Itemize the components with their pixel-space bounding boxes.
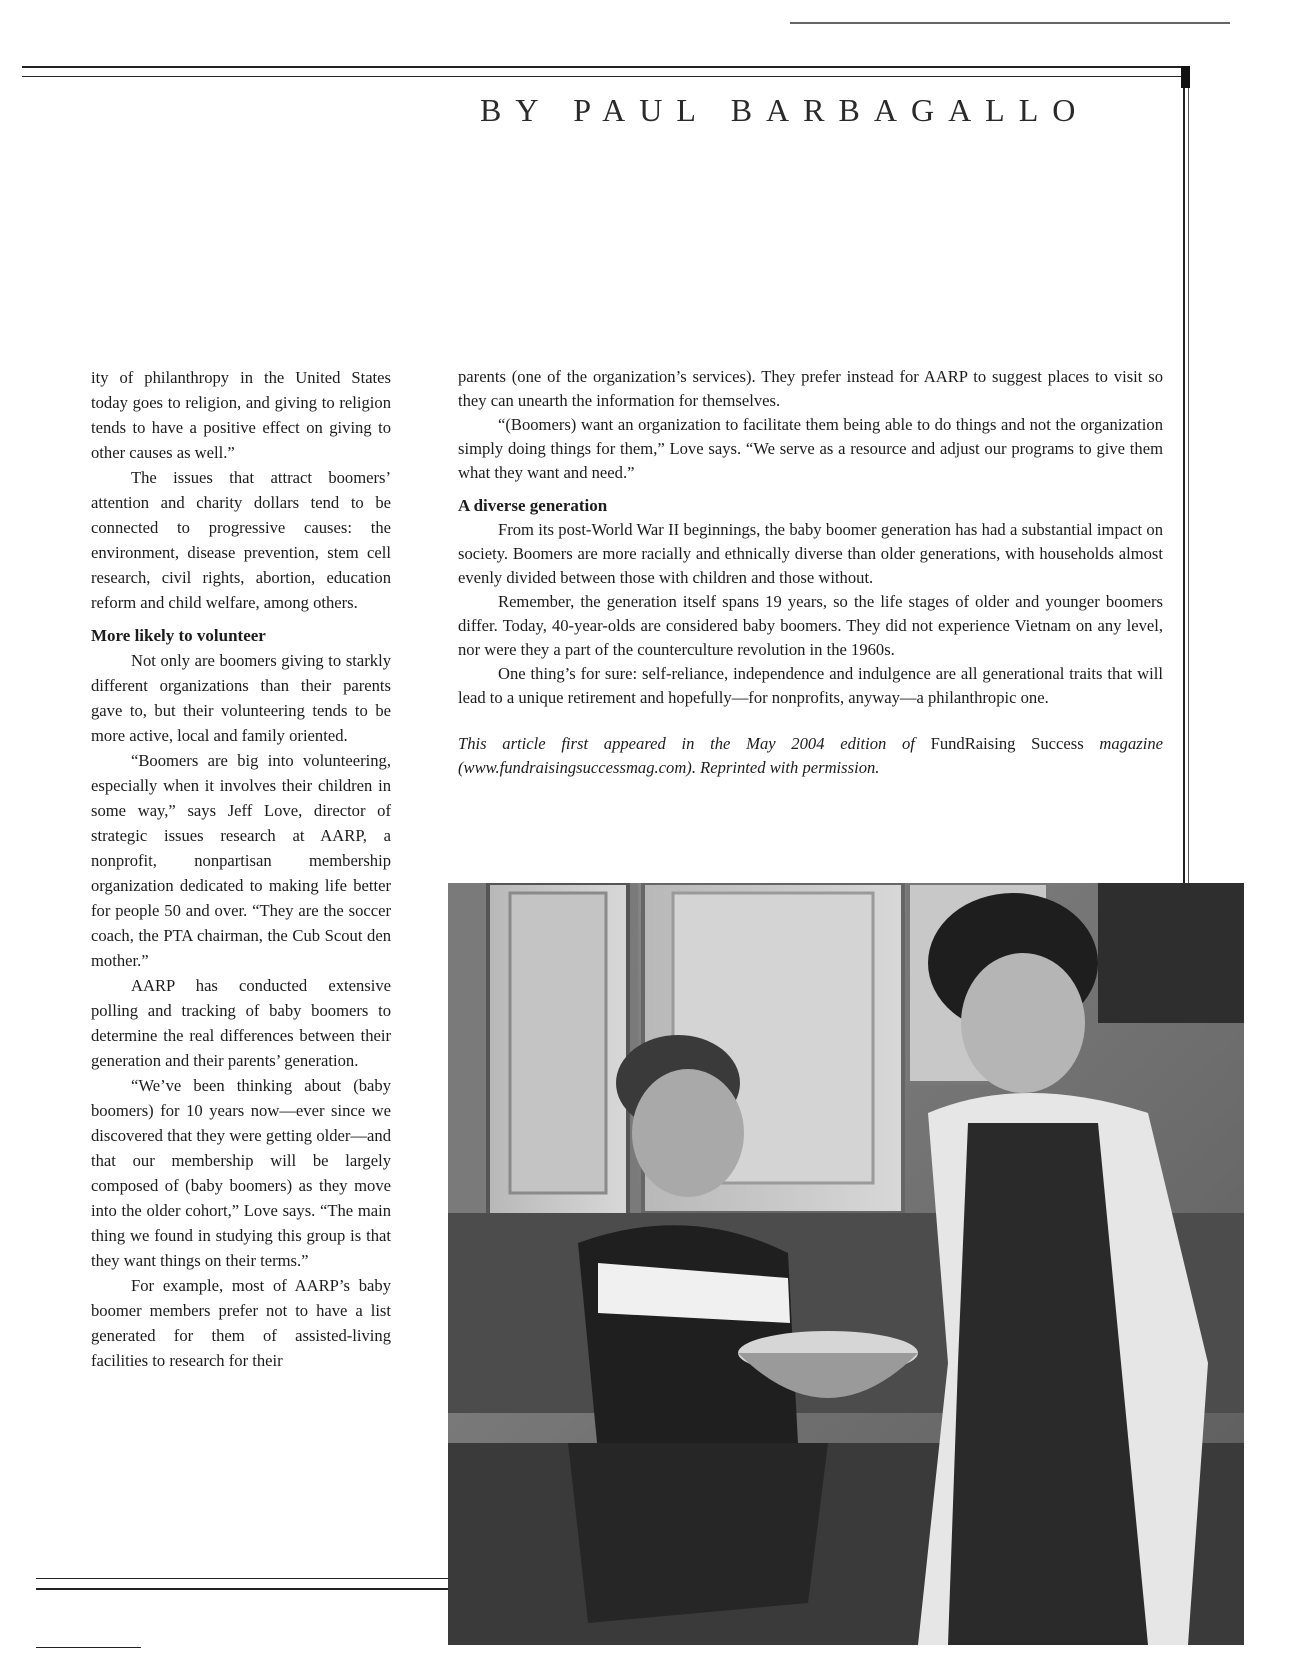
left-paragraph-6: “We’ve been thinking about (baby boomers) for 10 years now—ever since we discovered that they were getting older—and that our membership will be largely composed of (baby boomers) as they move into the older cohort,” Love says. “The main thing we found in studying this group is that they want things on their terms.” (91, 1076, 391, 1270)
left-paragraph-7: For example, most of AARP’s baby boomer members prefer not to have a list generated for them of assisted-living facilities to research for their (91, 1276, 391, 1370)
left-paragraph-4: “Boomers are big into volunteering, especially when it involves their children in some way,” says Jeff Love, director of strategic issues research at AARP, a nonprofit, nonpartisan membership organization dedicated to making life better for people 50 and over. “They are the soccer coach, the PTA chairman, the Cub Scout den mother.” (91, 751, 391, 970)
header-corner-block (1181, 66, 1190, 88)
footer-short-rule (36, 1647, 141, 1648)
left-paragraph-2: The issues that attract boomers’ attention and charity dollars tend to be connected to progressive causes: the environment, disease prevention, stem cell research, civil rights, abortion, education reform and child welfare, among others. (91, 468, 391, 612)
header-rule-bottom (22, 76, 1182, 77)
cabinet-dark-corner (1098, 883, 1244, 1023)
kitchen-photo (448, 883, 1244, 1645)
left-paragraph-5: AARP has conducted extensive polling and tracking of baby boomers to determine the real differences between their generation and their parents’ generation. (91, 976, 391, 1070)
kitchen-photo-illustration (448, 883, 1244, 1645)
bottom-rule-bottom (36, 1588, 448, 1590)
cabinet-door-left-panel (510, 893, 606, 1193)
left-column (91, 365, 391, 1373)
byline: BY PAUL BARBAGALLO (480, 92, 1090, 128)
section-heading-diverse: A diverse generation (458, 496, 608, 515)
boy-legs (568, 1443, 828, 1623)
section-heading-volunteer: More likely to volunteer (91, 626, 266, 645)
credit-part-c: magazine (www.fundraisingsuccessmag.com). Reprinted with permission. (458, 734, 1163, 777)
top-right-short-rule (790, 22, 1230, 24)
credit-part-a: This article first appeared in the May 2004 edition of (458, 734, 931, 753)
right-paragraph-2: “(Boomers) want an organization to facilitate them being able to do things and not the organization simply doing things for them,” Love says. “We serve as a resource and adjust our programs to give them what they want and need.” (458, 415, 1163, 482)
reprint-credit (458, 732, 1163, 780)
right-vertical-rule (1183, 88, 1185, 883)
credit-magazine-name: FundRaising Success (930, 734, 1084, 753)
header-rule-top (22, 66, 1182, 68)
woman-face (961, 953, 1085, 1093)
right-paragraph-3: From its post-World War II beginnings, the baby boomer generation has had a substantial impact on society. Boomers are more racially and ethnically diverse than older generations, with households almost evenly divided between those with children and those without. (458, 520, 1163, 587)
boy-face (632, 1069, 744, 1197)
left-paragraph-1: ity of philanthropy in the United States today goes to religion, and giving to religion tends to have a positive effect on giving to other causes as well.” (91, 368, 391, 462)
right-column (458, 365, 1163, 780)
bottom-rule-top (36, 1578, 448, 1579)
right-paragraph-1: parents (one of the organization’s services). They prefer instead for AARP to suggest places to visit so they can unearth the information for themselves. (458, 367, 1163, 410)
right-vertical-rule-thin (1188, 88, 1189, 883)
right-paragraph-5: One thing’s for sure: self-reliance, independence and indulgence are all generational traits that will lead to a unique retirement and hopefully—for nonprofits, anyway—a philanthropic one. (458, 664, 1163, 707)
left-paragraph-3: Not only are boomers giving to starkly different organizations than their parents gave to, but their volunteering tends to be more active, local and family oriented. (91, 651, 391, 745)
right-paragraph-4: Remember, the generation itself spans 19 years, so the life stages of older and younger boomers differ. Today, 40-year-olds are considered baby boomers. They did not experience Vietnam on any level, nor were they a part of the counterculture revolution in the 1960s. (458, 592, 1163, 659)
